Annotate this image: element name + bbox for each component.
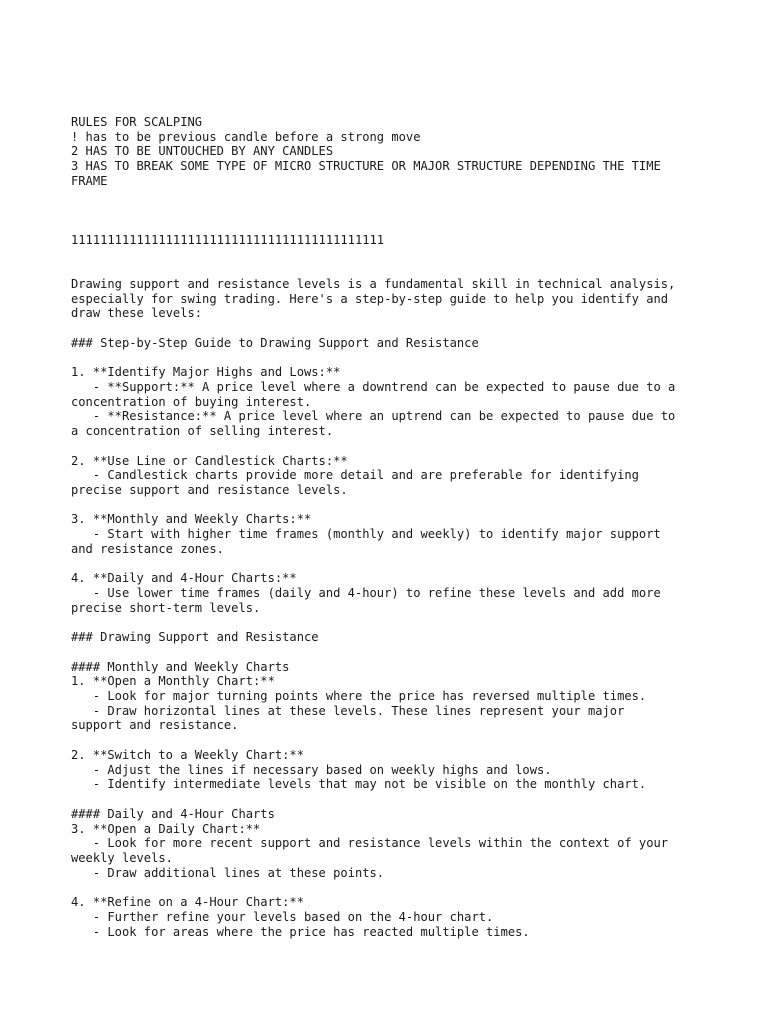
text-line: ### Drawing Support and Resistance bbox=[71, 630, 319, 645]
text-line: 1111111111111111111111111111111111111111111 bbox=[71, 232, 385, 247]
text-line: - Use lower time frames (daily and 4-hour) to refine these levels and add more bbox=[71, 586, 661, 600]
blank-line bbox=[71, 615, 711, 630]
text-line: - Look for more recent support and resistance levels within the context of your bbox=[71, 836, 669, 851]
blank-line bbox=[71, 880, 711, 895]
text-line: 4. **Refine on a 4-Hour Chart:** bbox=[71, 895, 304, 910]
text-line: - **Support:** A price level where a downtrend can be expected to pause due to a bbox=[71, 379, 676, 394]
blank-line bbox=[71, 439, 711, 454]
text-line: 3. **Monthly and Weekly Charts:** bbox=[71, 512, 312, 527]
text-line: - Look for major turning points where the price has reversed multiple times. bbox=[71, 689, 647, 704]
text-line: - Look for areas where the price has reacted multiple times. bbox=[71, 924, 530, 939]
blank-line bbox=[71, 498, 711, 513]
text-line: weekly levels. bbox=[71, 850, 173, 865]
blank-line bbox=[71, 203, 711, 218]
text-line: draw these levels: bbox=[71, 306, 203, 321]
blank-line bbox=[71, 189, 711, 204]
text-line: 2 HAS TO BE UNTOUCHED BY ANY CANDLES bbox=[71, 144, 334, 159]
text-line: 2. **Use Line or Candlestick Charts:** bbox=[71, 453, 348, 468]
blank-line bbox=[71, 645, 711, 660]
text-line: ! has to be previous candle before a strong move bbox=[71, 129, 421, 144]
text-line: 3 HAS TO BREAK SOME TYPE OF MICRO STRUCTURE OR MAJOR STRUCTURE DEPENDING THE TIME bbox=[71, 159, 661, 174]
blank-line bbox=[71, 247, 711, 262]
text-line: support and resistance. bbox=[71, 718, 239, 733]
blank-line bbox=[71, 733, 711, 748]
text-line: a concentration of selling interest. bbox=[71, 424, 334, 439]
text-line: - Identify intermediate levels that may not be visible on the monthly chart. bbox=[71, 777, 647, 792]
blank-line bbox=[71, 218, 711, 233]
blank-line bbox=[71, 262, 711, 277]
text-line: FRAME bbox=[71, 173, 108, 188]
text-line: #### Daily and 4-Hour Charts bbox=[71, 806, 275, 821]
text-line: ### Step-by-Step Guide to Drawing Support and Resistance bbox=[71, 335, 479, 350]
text-line: precise support and resistance levels. bbox=[71, 482, 348, 497]
text-line: - Adjust the lines if necessary based on weekly highs and lows. bbox=[71, 762, 552, 777]
text-line: Drawing support and resistance levels is a fundamental skill in technical analysis, bbox=[71, 276, 676, 291]
text-line: precise short-term levels. bbox=[71, 600, 261, 615]
text-line: - Start with higher time frames (monthly and weekly) to identify major support bbox=[71, 527, 661, 542]
document-text-body bbox=[71, 115, 711, 939]
text-line: - Candlestick charts provide more detail and are preferable for identifying bbox=[71, 468, 639, 483]
blank-line bbox=[71, 321, 711, 336]
text-line: 3. **Open a Daily Chart:** bbox=[71, 821, 261, 836]
text-line: 4. **Daily and 4-Hour Charts:** bbox=[71, 571, 297, 586]
text-line: RULES FOR SCALPING bbox=[71, 115, 203, 129]
text-line: 2. **Switch to a Weekly Chart:** bbox=[71, 747, 304, 762]
blank-line bbox=[71, 351, 711, 366]
text-line: concentration of buying interest. bbox=[71, 394, 312, 409]
text-line: and resistance zones. bbox=[71, 541, 224, 556]
blank-line bbox=[71, 557, 711, 572]
text-line: especially for swing trading. Here's a step-by-step guide to help you identify and bbox=[71, 291, 669, 306]
text-line: - Further refine your levels based on the 4-hour chart. bbox=[71, 909, 494, 924]
text-line: - **Resistance:** A price level where an uptrend can be expected to pause due to bbox=[71, 409, 676, 424]
text-line: 1. **Open a Monthly Chart:** bbox=[71, 674, 275, 689]
text-line: 1. **Identify Major Highs and Lows:** bbox=[71, 365, 341, 380]
text-line: - Draw additional lines at these points. bbox=[71, 865, 385, 880]
text-line: - Draw horizontal lines at these levels. These lines represent your major bbox=[71, 703, 625, 718]
text-line: #### Monthly and Weekly Charts bbox=[71, 659, 290, 674]
blank-line bbox=[71, 792, 711, 807]
